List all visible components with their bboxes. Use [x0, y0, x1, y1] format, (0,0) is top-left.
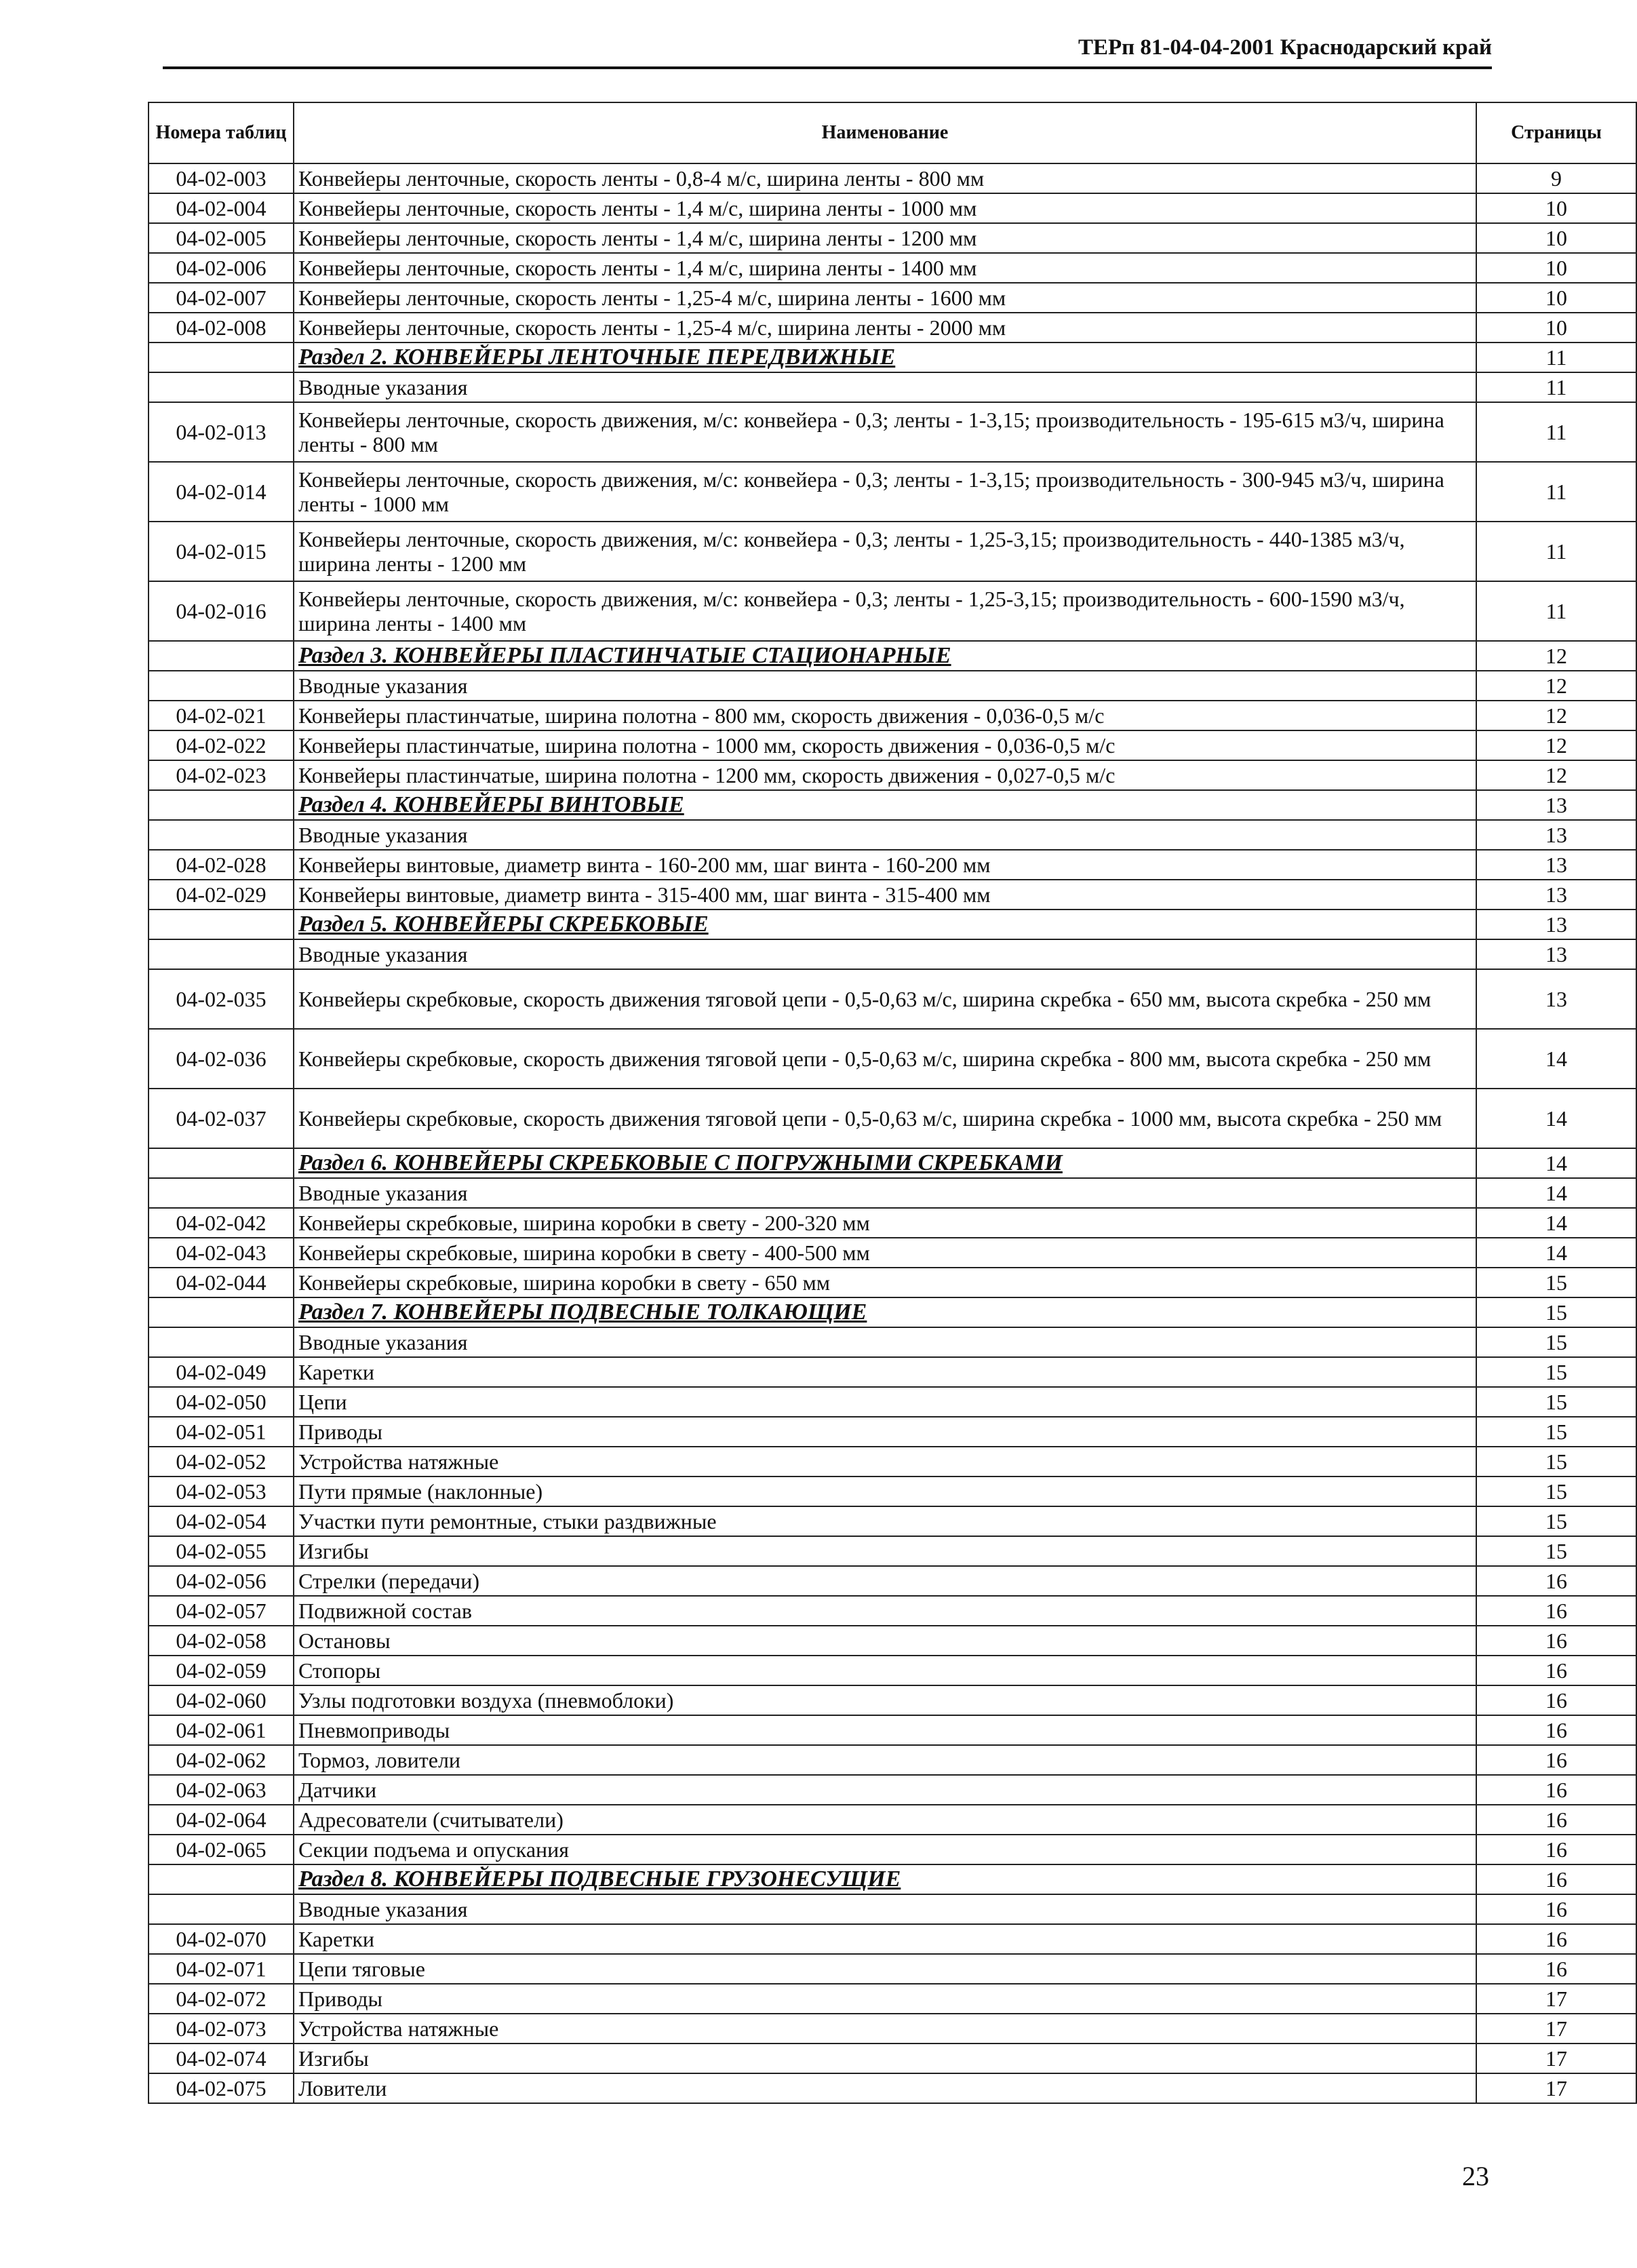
table-name-cell: Конвейеры ленточные, скорость ленты - 0,8-4 м/с, ширина ленты - 800 мм [294, 163, 1476, 193]
table-number-cell: 04-02-072 [149, 1984, 294, 2014]
table-page-cell: 16 [1476, 1685, 1636, 1715]
table-row [149, 1805, 1636, 1835]
table-name-cell: Конвейеры ленточные, скорость ленты - 1,4 м/с, ширина ленты - 1000 мм [294, 193, 1476, 223]
table-row [149, 581, 1636, 641]
table-page-cell: 16 [1476, 1566, 1636, 1596]
table-name-cell: Тормоз, ловители [294, 1745, 1476, 1775]
table-number-cell: 04-02-057 [149, 1596, 294, 1626]
table-name-cell: Конвейеры скребковые, ширина коробки в свету - 200-320 мм [294, 1208, 1476, 1238]
table-page-cell: 14 [1476, 1238, 1636, 1268]
table-row [149, 1268, 1636, 1297]
table-number-cell: 04-02-053 [149, 1477, 294, 1506]
table-page-cell: 16 [1476, 1864, 1636, 1894]
table-name-cell: Раздел 2. КОНВЕЙЕРЫ ЛЕНТОЧНЫЕ ПЕРЕДВИЖНЫЕ [294, 343, 1476, 372]
table-page-cell: 11 [1476, 343, 1636, 372]
table-row [149, 1477, 1636, 1506]
table-number-cell: 04-02-054 [149, 1506, 294, 1536]
table-row [149, 1894, 1636, 1924]
table-row [149, 850, 1636, 880]
table-page-cell: 14 [1476, 1178, 1636, 1208]
table-name-cell: Вводные указания [294, 671, 1476, 701]
table-number-cell: 04-02-016 [149, 581, 294, 641]
table-number-cell [149, 790, 294, 820]
table-number-cell: 04-02-014 [149, 462, 294, 522]
table-name-cell: Раздел 3. КОНВЕЙЕРЫ ПЛАСТИНЧАТЫЕ СТАЦИОНАРНЫЕ [294, 641, 1476, 671]
table-number-cell [149, 1894, 294, 1924]
table-number-cell: 04-02-065 [149, 1835, 294, 1864]
table-row [149, 1924, 1636, 1954]
table-page-cell: 9 [1476, 163, 1636, 193]
page-number: 23 [1462, 2161, 1489, 2191]
table-number-cell: 04-02-015 [149, 522, 294, 581]
table-row [149, 1656, 1636, 1685]
table-number-cell: 04-02-060 [149, 1685, 294, 1715]
table-name-cell: Изгибы [294, 2044, 1476, 2073]
table-page-cell: 16 [1476, 1656, 1636, 1685]
table-row [149, 1685, 1636, 1715]
table-name-cell: Конвейеры ленточные, скорость движения, м/с: конвейера - 0,3; ленты - 1,25-3,15; производительность - 440-1385 м3/ч, ширина ленты - 1200 мм [294, 522, 1476, 581]
table-row [149, 1238, 1636, 1268]
table-name-cell: Адресователи (считыватели) [294, 1805, 1476, 1835]
table-name-cell: Участки пути ремонтные, стыки раздвижные [294, 1506, 1476, 1536]
table-name-cell: Приводы [294, 1417, 1476, 1447]
column-header-number: Номера таблиц [149, 102, 294, 163]
table-page-cell: 15 [1476, 1357, 1636, 1387]
table-row [149, 1984, 1636, 2014]
table-number-cell [149, 939, 294, 969]
table-row [149, 701, 1636, 730]
table-number-cell [149, 1148, 294, 1178]
table-number-cell: 04-02-055 [149, 1536, 294, 1566]
table-row [149, 402, 1636, 462]
table-row [149, 372, 1636, 402]
table-row [149, 2044, 1636, 2073]
table-page-cell: 14 [1476, 1089, 1636, 1148]
table-number-cell: 04-02-050 [149, 1387, 294, 1417]
table-page-cell: 15 [1476, 1536, 1636, 1566]
table-page-cell: 14 [1476, 1029, 1636, 1089]
table-number-cell [149, 820, 294, 850]
table-page-cell: 16 [1476, 1745, 1636, 1775]
table-name-cell: Раздел 8. КОНВЕЙЕРЫ ПОДВЕСНЫЕ ГРУЗОНЕСУЩИЕ [294, 1864, 1476, 1894]
table-number-cell: 04-02-007 [149, 283, 294, 313]
table-number-cell: 04-02-074 [149, 2044, 294, 2073]
table-name-cell: Конвейеры ленточные, скорость движения, м/с: конвейера - 0,3; ленты - 1-3,15; производительность - 300-945 м3/ч, ширина ленты - 1000 мм [294, 462, 1476, 522]
table-row [149, 223, 1636, 253]
table-name-cell: Конвейеры ленточные, скорость ленты - 1,25-4 м/с, ширина ленты - 2000 мм [294, 313, 1476, 343]
table-number-cell: 04-02-006 [149, 253, 294, 283]
table-header-row [149, 102, 1636, 163]
table-page-cell: 16 [1476, 1954, 1636, 1984]
table-row [149, 1566, 1636, 1596]
table-row [149, 313, 1636, 343]
table-page-cell: 17 [1476, 1984, 1636, 2014]
table-name-cell: Стопоры [294, 1656, 1476, 1685]
table-number-cell: 04-02-061 [149, 1715, 294, 1745]
table-number-cell: 04-02-051 [149, 1417, 294, 1447]
table-number-cell: 04-02-036 [149, 1029, 294, 1089]
table-row [149, 462, 1636, 522]
table-row [149, 760, 1636, 790]
table-page-cell: 16 [1476, 1596, 1636, 1626]
table-row [149, 1417, 1636, 1447]
table-name-cell: Конвейеры ленточные, скорость ленты - 1,25-4 м/с, ширина ленты - 1600 мм [294, 283, 1476, 313]
table-number-cell [149, 1327, 294, 1357]
table-number-cell: 04-02-058 [149, 1626, 294, 1656]
table-number-cell: 04-02-004 [149, 193, 294, 223]
table-name-cell: Пути прямые (наклонные) [294, 1477, 1476, 1506]
table-name-cell: Приводы [294, 1984, 1476, 2014]
table-name-cell: Конвейеры винтовые, диаметр винта - 160-200 мм, шаг винта - 160-200 мм [294, 850, 1476, 880]
table-row [149, 1596, 1636, 1626]
table-page-cell: 17 [1476, 2014, 1636, 2044]
table-row [149, 1835, 1636, 1864]
table-name-cell: Датчики [294, 1775, 1476, 1805]
table-row [149, 1715, 1636, 1745]
table-number-cell: 04-02-003 [149, 163, 294, 193]
table-number-cell: 04-02-013 [149, 402, 294, 462]
table-page-cell: 16 [1476, 1924, 1636, 1954]
table-name-cell: Конвейеры пластинчатые, ширина полотна - 800 мм, скорость движения - 0,036-0,5 м/с [294, 701, 1476, 730]
table-row [149, 283, 1636, 313]
table-page-cell: 12 [1476, 760, 1636, 790]
table-page-cell: 11 [1476, 522, 1636, 581]
table-row [149, 969, 1636, 1029]
table-row [149, 880, 1636, 910]
table-page-cell: 10 [1476, 253, 1636, 283]
table-page-cell: 15 [1476, 1477, 1636, 1506]
table-name-cell: Конвейеры скребковые, скорость движения тяговой цепи - 0,5-0,63 м/с, ширина скребка - 650 мм, высота скребка - 250 мм [294, 969, 1476, 1029]
table-row [149, 1357, 1636, 1387]
table-row [149, 1954, 1636, 1984]
table-page-cell: 12 [1476, 701, 1636, 730]
table-name-cell: Цепи тяговые [294, 1954, 1476, 1984]
table-row [149, 1327, 1636, 1357]
table-name-cell: Каретки [294, 1357, 1476, 1387]
table-number-cell: 04-02-037 [149, 1089, 294, 1148]
table-page-cell: 16 [1476, 1715, 1636, 1745]
table-number-cell: 04-02-059 [149, 1656, 294, 1685]
table-page-cell: 11 [1476, 372, 1636, 402]
column-header-page: Страницы [1476, 102, 1636, 163]
table-row [149, 1745, 1636, 1775]
table-page-cell: 17 [1476, 2044, 1636, 2073]
table-name-cell: Изгибы [294, 1536, 1476, 1566]
table-name-cell: Раздел 7. КОНВЕЙЕРЫ ПОДВЕСНЫЕ ТОЛКАЮЩИЕ [294, 1297, 1476, 1327]
table-name-cell: Вводные указания [294, 1894, 1476, 1924]
table-row [149, 1089, 1636, 1148]
table-number-cell: 04-02-008 [149, 313, 294, 343]
table-name-cell: Конвейеры скребковые, ширина коробки в свету - 400-500 мм [294, 1238, 1476, 1268]
table-name-cell: Узлы подготовки воздуха (пневмоблоки) [294, 1685, 1476, 1715]
table-number-cell [149, 910, 294, 939]
table-number-cell: 04-02-056 [149, 1566, 294, 1596]
table-row [149, 1447, 1636, 1477]
table-page-cell: 15 [1476, 1327, 1636, 1357]
table-number-cell [149, 1297, 294, 1327]
table-page-cell: 15 [1476, 1506, 1636, 1536]
table-page-cell: 15 [1476, 1268, 1636, 1297]
table-page-cell: 13 [1476, 939, 1636, 969]
table-row [149, 2073, 1636, 2103]
table-page-cell: 13 [1476, 850, 1636, 880]
section-row [149, 910, 1636, 939]
table-number-cell [149, 641, 294, 671]
table-name-cell: Вводные указания [294, 939, 1476, 969]
table-page-cell: 14 [1476, 1148, 1636, 1178]
table-number-cell: 04-02-043 [149, 1238, 294, 1268]
table-name-cell: Вводные указания [294, 372, 1476, 402]
table-number-cell [149, 1864, 294, 1894]
table-number-cell: 04-02-049 [149, 1357, 294, 1387]
section-row [149, 1148, 1636, 1178]
table-row [149, 671, 1636, 701]
table-number-cell: 04-02-075 [149, 2073, 294, 2103]
table-name-cell: Конвейеры ленточные, скорость движения, м/с: конвейера - 0,3; ленты - 1,25-3,15; производительность - 600-1590 м3/ч, ширина ленты - 1400 мм [294, 581, 1476, 641]
section-row [149, 790, 1636, 820]
table-number-cell: 04-02-035 [149, 969, 294, 1029]
table-row [149, 1626, 1636, 1656]
table-row [149, 1208, 1636, 1238]
table-page-cell: 13 [1476, 880, 1636, 910]
table-row [149, 1536, 1636, 1566]
table-page-cell: 10 [1476, 223, 1636, 253]
table-page-cell: 16 [1476, 1775, 1636, 1805]
contents-table [148, 102, 1637, 2104]
table-page-cell: 12 [1476, 641, 1636, 671]
table-number-cell: 04-02-023 [149, 760, 294, 790]
table-name-cell: Остановы [294, 1626, 1476, 1656]
table-page-cell: 15 [1476, 1447, 1636, 1477]
table-name-cell: Вводные указания [294, 1178, 1476, 1208]
table-number-cell: 04-02-044 [149, 1268, 294, 1297]
table-page-cell: 16 [1476, 1894, 1636, 1924]
table-number-cell: 04-02-070 [149, 1924, 294, 1954]
table-page-cell: 10 [1476, 283, 1636, 313]
table-page-cell: 15 [1476, 1387, 1636, 1417]
table-page-cell: 12 [1476, 730, 1636, 760]
table-name-cell: Подвижной состав [294, 1596, 1476, 1626]
section-row [149, 1864, 1636, 1894]
table-page-cell: 12 [1476, 671, 1636, 701]
table-name-cell: Каретки [294, 1924, 1476, 1954]
table-row [149, 939, 1636, 969]
table-row [149, 1178, 1636, 1208]
table-number-cell [149, 671, 294, 701]
table-row [149, 730, 1636, 760]
table-name-cell: Устройства натяжные [294, 2014, 1476, 2044]
table-page-cell: 13 [1476, 969, 1636, 1029]
table-name-cell: Конвейеры пластинчатые, ширина полотна - 1000 мм, скорость движения - 0,036-0,5 м/с [294, 730, 1476, 760]
table-page-cell: 13 [1476, 790, 1636, 820]
table-number-cell [149, 1178, 294, 1208]
table-name-cell: Конвейеры пластинчатые, ширина полотна - 1200 мм, скорость движения - 0,027-0,5 м/с [294, 760, 1476, 790]
table-name-cell: Раздел 6. КОНВЕЙЕРЫ СКРЕБКОВЫЕ С ПОГРУЖНЫМИ СКРЕБКАМИ [294, 1148, 1476, 1178]
section-row [149, 641, 1636, 671]
table-name-cell: Стрелки (передачи) [294, 1566, 1476, 1596]
section-row [149, 343, 1636, 372]
table-row [149, 1387, 1636, 1417]
table-row [149, 1029, 1636, 1089]
table-number-cell: 04-02-063 [149, 1775, 294, 1805]
table-number-cell [149, 343, 294, 372]
table-page-cell: 16 [1476, 1805, 1636, 1835]
table-number-cell: 04-02-029 [149, 880, 294, 910]
table-name-cell: Цепи [294, 1387, 1476, 1417]
table-name-cell: Конвейеры скребковые, скорость движения тяговой цепи - 0,5-0,63 м/с, ширина скребка - 800 мм, высота скребка - 250 мм [294, 1029, 1476, 1089]
table-name-cell: Устройства натяжные [294, 1447, 1476, 1477]
table-row [149, 1506, 1636, 1536]
table-number-cell: 04-02-071 [149, 1954, 294, 1984]
table-row [149, 820, 1636, 850]
table-number-cell: 04-02-022 [149, 730, 294, 760]
table-number-cell: 04-02-005 [149, 223, 294, 253]
table-page-cell: 11 [1476, 581, 1636, 641]
table-page-cell: 14 [1476, 1208, 1636, 1238]
table-page-cell: 16 [1476, 1835, 1636, 1864]
table-row [149, 163, 1636, 193]
table-row [149, 2014, 1636, 2044]
table-page-cell: 11 [1476, 402, 1636, 462]
table-page-cell: 11 [1476, 462, 1636, 522]
table-name-cell: Конвейеры скребковые, ширина коробки в свету - 650 мм [294, 1268, 1476, 1297]
table-number-cell: 04-02-064 [149, 1805, 294, 1835]
table-name-cell: Ловители [294, 2073, 1476, 2103]
table-number-cell: 04-02-062 [149, 1745, 294, 1775]
table-row [149, 1775, 1636, 1805]
table-name-cell: Пневмоприводы [294, 1715, 1476, 1745]
running-header: ТЕРп 81-04-04-2001 Краснодарский край [1078, 35, 1492, 60]
table-page-cell: 10 [1476, 313, 1636, 343]
header-rule [163, 66, 1492, 69]
table-page-cell: 13 [1476, 910, 1636, 939]
table-body [149, 163, 1636, 2103]
column-header-name: Наименование [294, 102, 1476, 163]
table-number-cell: 04-02-042 [149, 1208, 294, 1238]
table-name-cell: Вводные указания [294, 1327, 1476, 1357]
table-name-cell: Секции подъема и опускания [294, 1835, 1476, 1864]
table-name-cell: Вводные указания [294, 820, 1476, 850]
table-page-cell: 17 [1476, 2073, 1636, 2103]
table-name-cell: Конвейеры скребковые, скорость движения тяговой цепи - 0,5-0,63 м/с, ширина скребка - 1000 мм, высота скребка - 250 мм [294, 1089, 1476, 1148]
table-name-cell: Раздел 5. КОНВЕЙЕРЫ СКРЕБКОВЫЕ [294, 910, 1476, 939]
table-number-cell: 04-02-052 [149, 1447, 294, 1477]
table-row [149, 193, 1636, 223]
table-page-cell: 16 [1476, 1626, 1636, 1656]
section-row [149, 1297, 1636, 1327]
table-number-cell: 04-02-021 [149, 701, 294, 730]
table-name-cell: Конвейеры ленточные, скорость ленты - 1,4 м/с, ширина ленты - 1400 мм [294, 253, 1476, 283]
table-row [149, 253, 1636, 283]
table-page-cell: 15 [1476, 1417, 1636, 1447]
table-number-cell: 04-02-073 [149, 2014, 294, 2044]
table-page-cell: 13 [1476, 820, 1636, 850]
table-name-cell: Конвейеры винтовые, диаметр винта - 315-400 мм, шаг винта - 315-400 мм [294, 880, 1476, 910]
table-name-cell: Конвейеры ленточные, скорость ленты - 1,4 м/с, ширина ленты - 1200 мм [294, 223, 1476, 253]
table-number-cell [149, 372, 294, 402]
table-name-cell: Конвейеры ленточные, скорость движения, м/с: конвейера - 0,3; ленты - 1-3,15; производительность - 195-615 м3/ч, ширина ленты - 800 мм [294, 402, 1476, 462]
table-row [149, 522, 1636, 581]
table-page-cell: 10 [1476, 193, 1636, 223]
table-number-cell: 04-02-028 [149, 850, 294, 880]
table-name-cell: Раздел 4. КОНВЕЙЕРЫ ВИНТОВЫЕ [294, 790, 1476, 820]
table-page-cell: 15 [1476, 1297, 1636, 1327]
